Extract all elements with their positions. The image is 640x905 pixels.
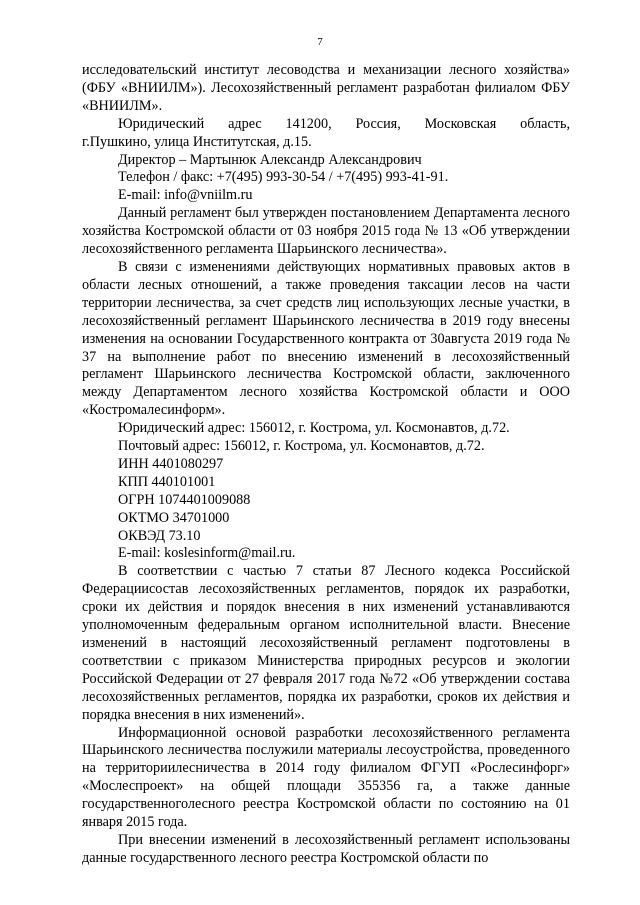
vniilm-director: Директор – Мартынюк Александр Александрович	[118, 151, 422, 168]
kli-ogrn: ОГРН 1074401009088	[118, 491, 251, 508]
paragraph-article-87: В соответствии с частью 7 статьи 87 Лесного кодекса Российской Федерациисостав лесохозяйственных регламентов, порядок их разработки, сроки их действия и порядок внесения в них изменений устанавливаются уполномоченным федеральным органом исполнительной власти. Внесение изменений в настоящий лесохозяйственный регламент подготовлены в соответствии с приказом Министерства природных ресурсов и экологии Российской Федерации от 27 февраля 2017 года №72 «Об утверждении состава лесохозяйственных регламентов, порядка их разработки, сроков их действия и порядка внесения в них изменений».	[82, 563, 570, 723]
page-number: 7	[317, 36, 323, 48]
kli-okved: ОКВЭД 73.10	[118, 527, 201, 544]
vniilm-phone: Телефон / факс: +7(495) 993-30-54 / +7(495) 993-41-91.	[118, 169, 449, 186]
vniilm-legal-address: Юридический адрес 141200, Россия, Московская область,	[118, 115, 570, 132]
vniilm-legal-address-city: г.Пушкино, улица Институтская, д.15.	[82, 133, 312, 150]
paragraph-approval: Данный регламент был утвержден постановлением Департамента лесного хозяйства Костромской области от 03 ноября 2015 года № 13 «Об утверждении лесохозяйственного регламента Шарьинского лесничества».	[82, 205, 570, 258]
document-body	[82, 62, 570, 868]
kli-legal-address: Юридический адрес: 156012, г. Кострома, ул. Космонавтов, д.72.	[118, 420, 510, 437]
kli-email: E-mail: koslesinform@mail.ru.	[118, 545, 296, 562]
kli-oktmo: ОКТМО 34701000	[118, 509, 230, 526]
kli-postal-address: Почтовый адрес: 156012, г. Кострома, ул. Космонавтов, д.72.	[118, 438, 485, 455]
paragraph-information-basis: Информационной основой разработки лесохозяйственного регламента Шарьинского лесничества послужили материалы лесоустройства, проведенного на территориилесничества в 2014 году филиалом ФГУП «Рослесинфорг» «Мослеспроект» на общей площади 355356 га, а также данные государственноголесного реестра Костромской области по состоянию на 01 января 2015 года.	[82, 724, 570, 831]
paragraph-forest-register: При внесении изменений в лесохозяйственный регламент использованы данные государственного лесного реестра Костромской области по	[82, 831, 570, 866]
vniilm-email: E-mail: info@vniilm.ru	[118, 187, 253, 204]
paragraph-vniilm-continuation: исследовательский институт лесоводства и механизации лесного хозяйства» (ФБУ «ВНИИЛМ»). Лесохозяйственный регламент разработан филиалом ФБУ «ВНИИЛМ».	[82, 62, 570, 114]
paragraph-changes: В связи с изменениями действующих нормативных правовых актов в области лесных отношений, а также проведения таксации лесов на части территории лесничества, за счет средств лиц использующих лесные участки, в лесохозяйственный регламент Шарьинского лесничества в 2019 году внесены изменения на основании Государственного контракта от 30августа 2019 года № 37 на выполнение работ по внесению изменений в лесохозяйственный регламент Шарьинского лесничества Костромской области, заключенного между Департаментом лесного хозяйства Костромской области и ООО «Костромалесинформ».	[82, 258, 570, 419]
kli-kpp: КПП 440101001	[118, 473, 216, 490]
kli-inn: ИНН 4401080297	[118, 455, 224, 472]
